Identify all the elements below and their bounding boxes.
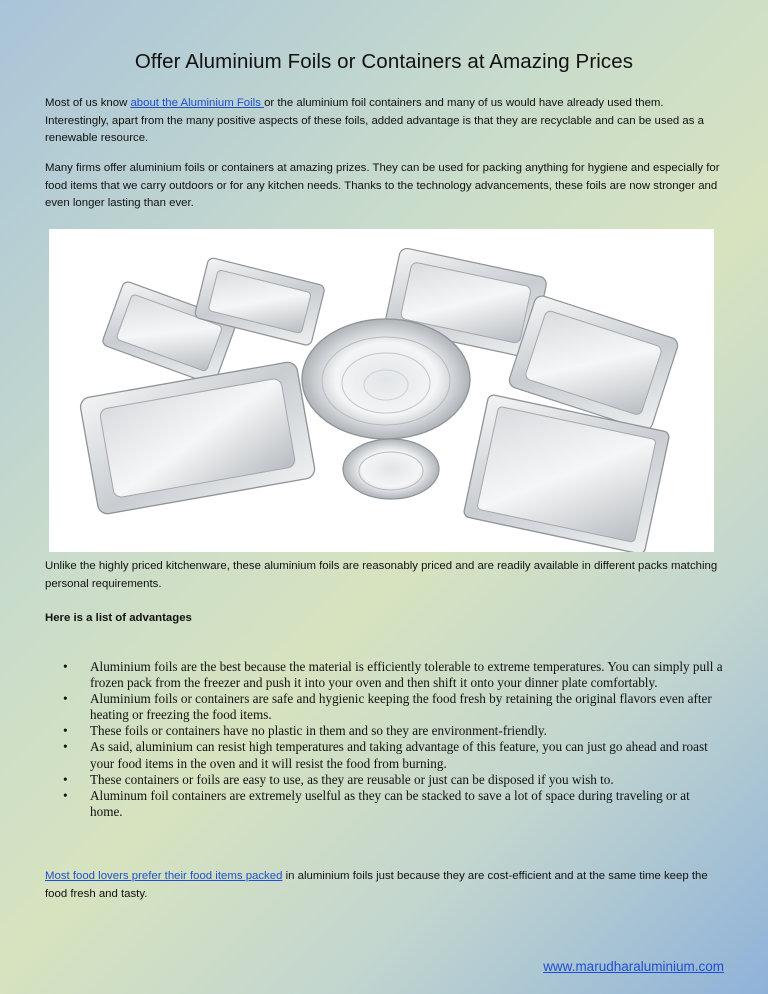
website-link[interactable]: www.marudharaluminium.com bbox=[543, 959, 724, 974]
list-item bbox=[63, 723, 723, 739]
bullet-icon: • bbox=[63, 787, 68, 803]
foil-containers-photo bbox=[49, 229, 714, 552]
bullet-icon: • bbox=[63, 691, 68, 707]
bullet-icon: • bbox=[63, 771, 68, 787]
aluminium-foils-link[interactable]: about the Aluminium Foils bbox=[130, 97, 265, 109]
list-item-text: Aluminium foils or containers are safe and hygienic keeping the food fresh by retaining the original flavors even after heating or freezing the food items. bbox=[90, 691, 712, 723]
page-title: Offer Aluminium Foils or Containers at Amazing Prices bbox=[134, 50, 634, 73]
pricing-paragraph: Unlike the highly priced kitchenware, these aluminium foils are reasonably priced and are readily available in different packs matching personal requirements. bbox=[45, 560, 718, 590]
list-item-text: Aluminum foil containers are extremely uselful as they can be stacked to save a lot of space during traveling or at home. bbox=[90, 787, 690, 819]
advantages-list bbox=[63, 659, 723, 820]
list-item bbox=[63, 772, 723, 788]
list-item-text: As said, aluminium can resist high temperatures and taking advantage of this feature, you can just go ahead and roast your food items in the oven and it will resist the food from burning. bbox=[90, 739, 708, 771]
list-item bbox=[63, 691, 723, 723]
bullet-icon: • bbox=[63, 739, 68, 755]
bullet-icon: • bbox=[63, 659, 68, 674]
foil-containers-illustration bbox=[49, 229, 714, 552]
list-item bbox=[63, 788, 723, 820]
bullet-icon: • bbox=[63, 723, 68, 739]
intro-text-end: or the aluminium foil containers and many of us would have already used them. Interestingly, apart from the many positive aspects of these foils, added advantage is that they are recyclable and can be used as a renewable resource. bbox=[45, 97, 704, 144]
closing-text: in aluminium foils just because they are cost-efficient and at the same time keep the food fresh and tasty. bbox=[45, 870, 708, 900]
list-item bbox=[63, 739, 723, 771]
intro-text-start: Most of us know bbox=[45, 97, 131, 109]
food-lovers-link[interactable]: Most food lovers prefer their food items packed bbox=[45, 870, 283, 882]
list-item-text: These foils or containers have no plastic in them and so they are environment-friendly. bbox=[90, 723, 547, 739]
list-item-text: These containers or foils are easy to use, as they are reusable or just can be disposed if you wish to. bbox=[90, 771, 614, 787]
advantages-heading: Here is a list of advantages bbox=[45, 612, 192, 624]
list-item bbox=[63, 659, 723, 691]
closing-paragraph bbox=[45, 868, 725, 903]
intro-paragraph bbox=[45, 95, 725, 148]
firms-paragraph: Many firms offer aluminium foils or containers at amazing prizes. They can be used for packing anything for hygiene and especially for food items that we carry outdoors or for any kitchen needs. Thanks to the technology advancements, these foils are now stronger and even longer lasting than ever. bbox=[45, 162, 720, 209]
list-item-text: Aluminium foils are the best because the material is efficiently tolerable to extreme temperatures. You can simply pull a frozen pack from the freezer and push it into your oven and then shift it onto your dinner plate comfortably. bbox=[90, 659, 723, 691]
